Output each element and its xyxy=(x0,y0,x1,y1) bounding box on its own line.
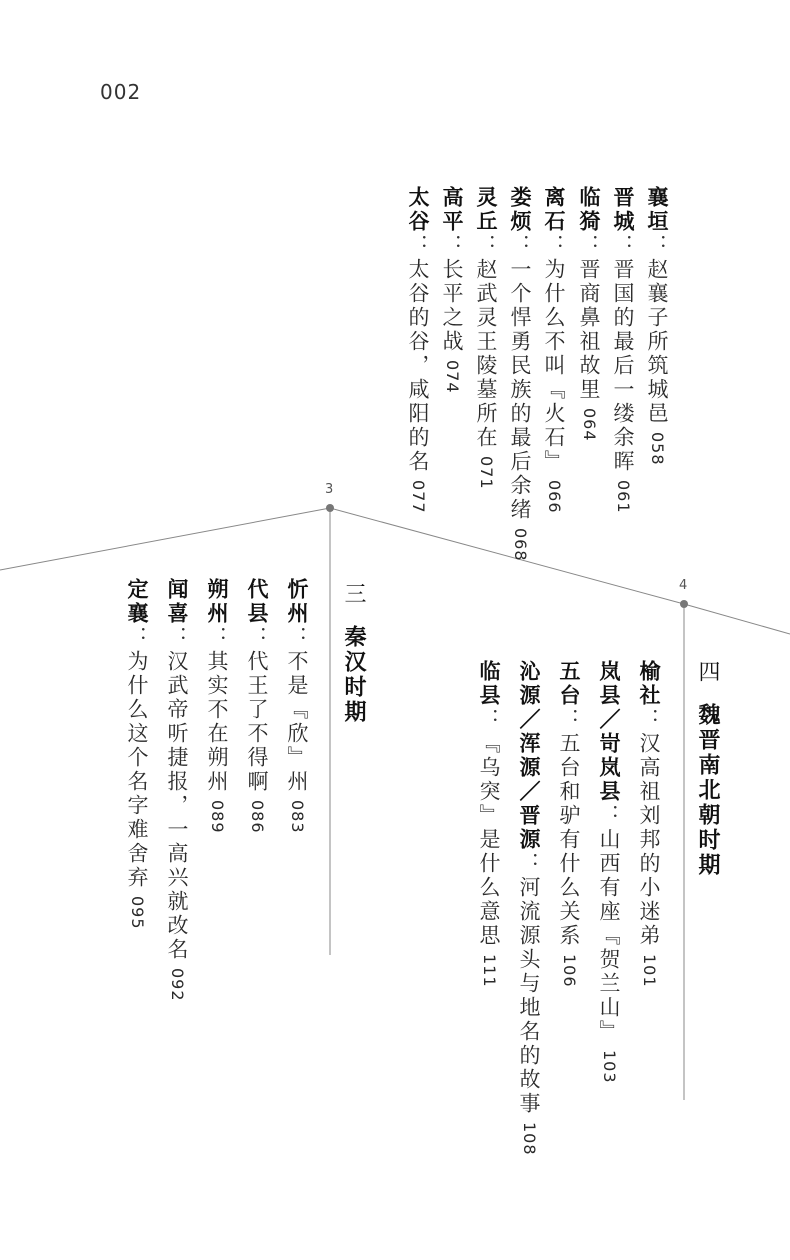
toc-entry-place: 临猗 xyxy=(577,186,601,234)
toc-entry[interactable]: 朔州：其实不在朔州089 xyxy=(205,578,229,834)
toc-entry[interactable]: 五台：五台和驴有什么关系106 xyxy=(557,660,581,988)
chapter-three-title: 秦汉时期 xyxy=(341,625,366,725)
toc-entry[interactable]: 忻州：不是『欣』州083 xyxy=(285,578,309,834)
toc-entry-page: 103 xyxy=(600,1050,619,1084)
toc-entry-desc: 代王了不得啊 xyxy=(245,650,269,794)
toc-entry-place: 忻州 xyxy=(285,578,309,626)
toc-entry-place: 太谷 xyxy=(406,186,430,234)
toc-entry[interactable]: 沁源／浑源／晋源：河流源头与地名的故事108 xyxy=(517,660,541,1156)
toc-entry[interactable]: 高平：长平之战074 xyxy=(440,186,464,394)
toc-entry[interactable]: 晋城：晋国的最后一缕余晖061 xyxy=(611,186,635,514)
chapter-three-heading[interactable] xyxy=(342,582,364,725)
toc-entry-page: 071 xyxy=(477,456,496,490)
toc-entry-place: 离石 xyxy=(542,186,566,234)
toc-entry-desc: 五台和驴有什么关系 xyxy=(557,732,581,948)
toc-entry[interactable]: 离石：为什么不叫『火石』066 xyxy=(542,186,566,514)
toc-entry-desc: 河流源头与地名的故事 xyxy=(517,876,541,1116)
toc-entry-page: 077 xyxy=(409,480,428,514)
toc-entry-page: 101 xyxy=(640,954,659,988)
toc-entry-place: 五台 xyxy=(557,660,581,708)
toc-entry-page: 061 xyxy=(614,480,633,514)
toc-entry-desc: 太谷的谷，咸阳的名 xyxy=(406,258,430,474)
toc-entry-place: 灵丘 xyxy=(474,186,498,234)
toc-entry[interactable]: 临猗：晋商鼻祖故里064 xyxy=(577,186,601,442)
toc-entry-page: 074 xyxy=(443,360,462,394)
chapter-four-number: 四 xyxy=(695,660,720,685)
toc-entry[interactable]: 榆社：汉高祖刘邦的小迷弟101 xyxy=(637,660,661,988)
timeline-left-segment xyxy=(0,508,330,570)
toc-entry-place: 朔州 xyxy=(205,578,229,626)
chapter-four-heading[interactable] xyxy=(696,660,718,878)
toc-entry-place: 榆社 xyxy=(637,660,661,708)
toc-entry-place: 代县 xyxy=(245,578,269,626)
toc-entry-page: 111 xyxy=(480,954,499,988)
chapter-three-number: 三 xyxy=(341,582,366,607)
toc-entry-desc: 一个悍勇民族的最后余绪 xyxy=(508,258,532,522)
toc-entry[interactable]: 襄垣：赵襄子所筑城邑058 xyxy=(645,186,669,466)
timeline-dot-3 xyxy=(326,504,334,512)
toc-entry-page: 086 xyxy=(248,800,267,834)
toc-entry[interactable]: 灵丘：赵武灵王陵墓所在071 xyxy=(474,186,498,490)
toc-entry-page: 108 xyxy=(520,1122,539,1156)
chapter-four-title: 魏晋南北朝时期 xyxy=(695,703,720,878)
page-number: 002 xyxy=(100,80,142,104)
timeline-marker-3: 3 xyxy=(325,482,334,497)
toc-entry-page: 068 xyxy=(511,528,530,562)
toc-entry-place: 娄烦 xyxy=(508,186,532,234)
toc-entry-place: 岚县／岢岚县 xyxy=(597,660,621,804)
toc-entry-desc: 其实不在朔州 xyxy=(205,650,229,794)
timeline-right-segment xyxy=(684,604,790,634)
toc-entry-page: 083 xyxy=(288,800,307,834)
toc-entry-desc: 晋商鼻祖故里 xyxy=(577,258,601,402)
toc-entry-page: 092 xyxy=(168,968,187,1002)
toc-entry-desc: 不是『欣』州 xyxy=(285,650,309,794)
toc-entry-place: 闻喜 xyxy=(165,578,189,626)
toc-entry-place: 临县 xyxy=(477,660,501,708)
toc-entry-desc: 山西有座『贺兰山』 xyxy=(597,828,621,1044)
toc-entry-page: 058 xyxy=(648,432,667,466)
toc-entry-page: 064 xyxy=(580,408,599,442)
toc-entry[interactable]: 闻喜：汉武帝听捷报，一高兴就改名092 xyxy=(165,578,189,1002)
toc-entry-desc: 为什么不叫『火石』 xyxy=(542,258,566,474)
toc-entry-page: 066 xyxy=(545,480,564,514)
toc-entry[interactable]: 岚县／岢岚县：山西有座『贺兰山』103 xyxy=(597,660,621,1084)
timeline-marker-4: 4 xyxy=(679,578,688,593)
toc-entry[interactable]: 代县：代王了不得啊086 xyxy=(245,578,269,834)
toc-entry-place: 高平 xyxy=(440,186,464,234)
toc-entry-desc: 晋国的最后一缕余晖 xyxy=(611,258,635,474)
toc-entry[interactable]: 太谷：太谷的谷，咸阳的名077 xyxy=(406,186,430,514)
timeline-middle-segment xyxy=(330,508,684,604)
toc-entry-desc: 汉武帝听捷报，一高兴就改名 xyxy=(165,650,189,962)
toc-entry-page: 106 xyxy=(560,954,579,988)
toc-entry[interactable]: 定襄：为什么这个名字难舍弃095 xyxy=(125,578,149,930)
toc-entry-place: 沁源／浑源／晋源 xyxy=(517,660,541,852)
toc-entry-desc: 长平之战 xyxy=(440,258,464,354)
toc-entry[interactable]: 娄烦：一个悍勇民族的最后余绪068 xyxy=(508,186,532,562)
toc-entry-place: 定襄 xyxy=(125,578,149,626)
timeline-dot-4 xyxy=(680,600,688,608)
toc-entry-place: 晋城 xyxy=(611,186,635,234)
toc-entry-place: 襄垣 xyxy=(645,186,669,234)
toc-entry[interactable]: 临县：『乌突』是什么意思111 xyxy=(477,660,501,988)
toc-entry-page: 095 xyxy=(128,896,147,930)
toc-entry-desc: 为什么这个名字难舍弃 xyxy=(125,650,149,890)
toc-entry-desc: 汉高祖刘邦的小迷弟 xyxy=(637,732,661,948)
toc-entry-page: 089 xyxy=(208,800,227,834)
toc-entry-desc: 赵武灵王陵墓所在 xyxy=(474,258,498,450)
toc-entry-desc: 赵襄子所筑城邑 xyxy=(645,258,669,426)
toc-entry-desc: 『乌突』是什么意思 xyxy=(477,732,501,948)
